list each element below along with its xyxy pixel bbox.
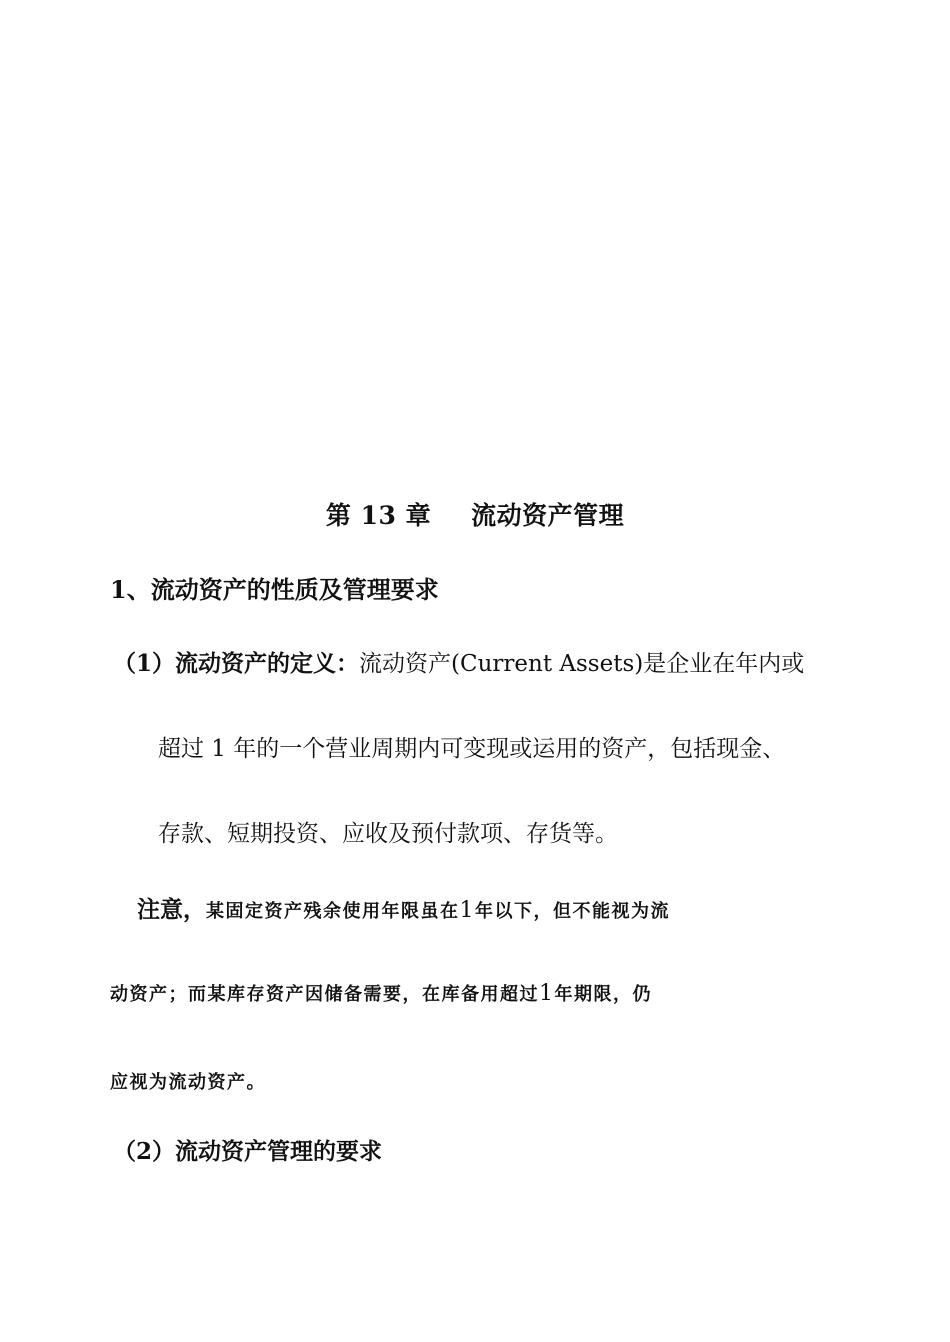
definition-text-1: 流动资产(Current Assets)是企业在年内或 <box>359 651 805 677</box>
note-line-2 <box>110 980 652 1006</box>
note-number-2: 1 <box>539 981 555 1006</box>
note-lead: 注意， <box>137 896 206 923</box>
note-text-2b: 年期限，仍 <box>554 984 652 1005</box>
note-line-3: 应视为流动资产。 <box>110 1072 266 1093</box>
definition-line-2: 超过 1 年的一个营业周期内可变现或运用的资产，包括现金、 <box>158 736 786 762</box>
subsection-heading-2: （2）流动资产管理的要求 <box>113 1138 383 1165</box>
chapter-number: 第 13 章 <box>325 501 432 530</box>
definition-line-3: 存款、短期投资、应收及预付款项、存货等。 <box>158 821 618 847</box>
definition-line-1 <box>113 645 804 678</box>
note-number-1: 1 <box>459 898 475 923</box>
note-text-1a: 某固定资产残余使用年限虽在 <box>206 901 460 922</box>
note-text-1b: 年以下，但不能视为流 <box>475 901 670 922</box>
note-line-1 <box>137 891 670 924</box>
chapter-name: 流动资产管理 <box>471 501 625 530</box>
section-heading-1: 1、流动资产的性质及管理要求 <box>110 575 439 604</box>
chapter-title <box>0 496 950 532</box>
definition-label: （1）流动资产的定义： <box>113 650 360 677</box>
note-text-2a: 动资产；而某库存资产因储备需要，在库备用超过 <box>110 984 539 1005</box>
